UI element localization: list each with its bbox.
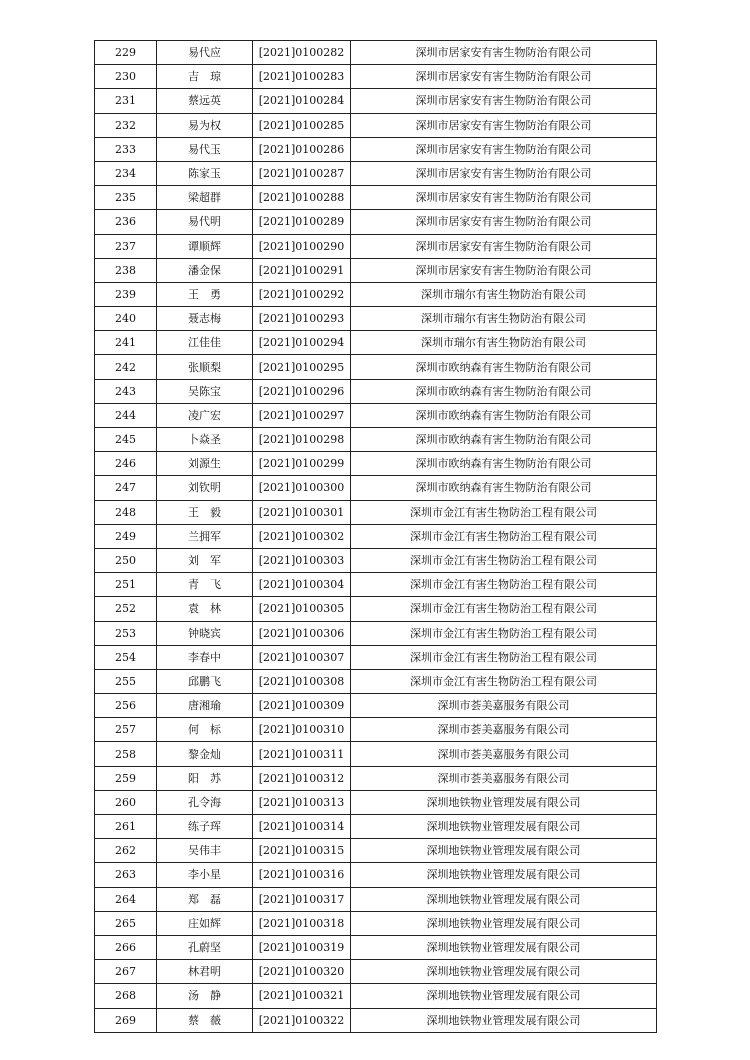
person-name: 梁超群	[157, 186, 253, 210]
person-name: 蔡远英	[157, 89, 253, 113]
row-number: 264	[95, 887, 157, 911]
company-name: 深圳地铁物业管理发展有限公司	[351, 887, 657, 911]
row-number: 256	[95, 694, 157, 718]
person-name: 刘 军	[157, 548, 253, 572]
table-row	[95, 234, 657, 258]
row-number: 260	[95, 790, 157, 814]
company-name: 深圳市金江有害生物防治工程有限公司	[351, 573, 657, 597]
row-number: 257	[95, 718, 157, 742]
table-row	[95, 984, 657, 1008]
row-number: 236	[95, 210, 157, 234]
row-number: 246	[95, 452, 157, 476]
person-name: 练子珲	[157, 815, 253, 839]
table-row	[95, 621, 657, 645]
table-row	[95, 887, 657, 911]
certificate-number: [2021]0100287	[253, 161, 351, 185]
person-name: 江佳佳	[157, 331, 253, 355]
company-name: 深圳市瑞尔有害生物防治有限公司	[351, 282, 657, 306]
person-name: 何 标	[157, 718, 253, 742]
person-name: 凌广宏	[157, 403, 253, 427]
row-number: 258	[95, 742, 157, 766]
certificate-number: [2021]0100320	[253, 960, 351, 984]
row-number: 253	[95, 621, 157, 645]
table-row	[95, 839, 657, 863]
person-name: 王 毅	[157, 500, 253, 524]
company-name: 深圳地铁物业管理发展有限公司	[351, 1008, 657, 1032]
company-name: 深圳市居家安有害生物防治有限公司	[351, 161, 657, 185]
table-row	[95, 718, 657, 742]
company-name: 深圳地铁物业管理发展有限公司	[351, 960, 657, 984]
company-name: 深圳市金江有害生物防治工程有限公司	[351, 669, 657, 693]
table-row	[95, 911, 657, 935]
person-name: 钟晓宾	[157, 621, 253, 645]
table-row	[95, 282, 657, 306]
person-name: 汤 静	[157, 984, 253, 1008]
row-number: 241	[95, 331, 157, 355]
certificate-number: [2021]0100283	[253, 65, 351, 89]
person-name: 卜焱圣	[157, 428, 253, 452]
company-name: 深圳市居家安有害生物防治有限公司	[351, 137, 657, 161]
certificate-number: [2021]0100285	[253, 113, 351, 137]
table-row	[95, 694, 657, 718]
table-row	[95, 573, 657, 597]
certificate-number: [2021]0100288	[253, 186, 351, 210]
table-row	[95, 379, 657, 403]
row-number: 259	[95, 766, 157, 790]
company-name: 深圳市荟美嘉服务有限公司	[351, 742, 657, 766]
certificate-number: [2021]0100308	[253, 669, 351, 693]
person-name: 黎金灿	[157, 742, 253, 766]
certificate-number: [2021]0100293	[253, 307, 351, 331]
certificate-number: [2021]0100289	[253, 210, 351, 234]
person-name: 易代明	[157, 210, 253, 234]
row-number: 249	[95, 524, 157, 548]
table-row	[95, 645, 657, 669]
row-number: 251	[95, 573, 157, 597]
company-name: 深圳地铁物业管理发展有限公司	[351, 911, 657, 935]
table-row	[95, 815, 657, 839]
company-name: 深圳地铁物业管理发展有限公司	[351, 984, 657, 1008]
table-row	[95, 960, 657, 984]
table-row	[95, 65, 657, 89]
certificate-number: [2021]0100315	[253, 839, 351, 863]
certificate-number: [2021]0100321	[253, 984, 351, 1008]
table-row	[95, 476, 657, 500]
table-row	[95, 766, 657, 790]
company-name: 深圳地铁物业管理发展有限公司	[351, 863, 657, 887]
table-row	[95, 1008, 657, 1032]
company-name: 深圳市荟美嘉服务有限公司	[351, 694, 657, 718]
certificate-number: [2021]0100314	[253, 815, 351, 839]
row-number: 266	[95, 935, 157, 959]
row-number: 244	[95, 403, 157, 427]
company-name: 深圳市居家安有害生物防治有限公司	[351, 210, 657, 234]
table-row	[95, 331, 657, 355]
person-name: 陈家玉	[157, 161, 253, 185]
company-name: 深圳市金江有害生物防治工程有限公司	[351, 597, 657, 621]
person-name: 孔蔚坚	[157, 935, 253, 959]
person-name: 阳 苏	[157, 766, 253, 790]
table-row	[95, 500, 657, 524]
certificate-number: [2021]0100291	[253, 258, 351, 282]
company-name: 深圳市居家安有害生物防治有限公司	[351, 234, 657, 258]
certificate-number: [2021]0100295	[253, 355, 351, 379]
row-number: 235	[95, 186, 157, 210]
company-name: 深圳市居家安有害生物防治有限公司	[351, 41, 657, 65]
certificate-number: [2021]0100318	[253, 911, 351, 935]
row-number: 240	[95, 307, 157, 331]
company-name: 深圳市欧纳森有害生物防治有限公司	[351, 476, 657, 500]
table-row	[95, 355, 657, 379]
company-name: 深圳市欧纳森有害生物防治有限公司	[351, 379, 657, 403]
table-row	[95, 41, 657, 65]
company-name: 深圳市居家安有害生物防治有限公司	[351, 89, 657, 113]
person-name: 刘源生	[157, 452, 253, 476]
certificate-number: [2021]0100292	[253, 282, 351, 306]
row-number: 243	[95, 379, 157, 403]
company-name: 深圳市欧纳森有害生物防治有限公司	[351, 452, 657, 476]
row-number: 268	[95, 984, 157, 1008]
company-name: 深圳地铁物业管理发展有限公司	[351, 790, 657, 814]
row-number: 263	[95, 863, 157, 887]
company-name: 深圳地铁物业管理发展有限公司	[351, 815, 657, 839]
certificate-number: [2021]0100312	[253, 766, 351, 790]
table-row	[95, 452, 657, 476]
row-number: 245	[95, 428, 157, 452]
certificate-number: [2021]0100300	[253, 476, 351, 500]
row-number: 238	[95, 258, 157, 282]
company-name: 深圳市金江有害生物防治工程有限公司	[351, 524, 657, 548]
person-name: 吉 琼	[157, 65, 253, 89]
table-row	[95, 790, 657, 814]
row-number: 239	[95, 282, 157, 306]
certificate-number: [2021]0100310	[253, 718, 351, 742]
company-name: 深圳市金江有害生物防治工程有限公司	[351, 621, 657, 645]
person-name: 聂志梅	[157, 307, 253, 331]
row-number: 230	[95, 65, 157, 89]
row-number: 254	[95, 645, 157, 669]
company-name: 深圳市欧纳森有害生物防治有限公司	[351, 428, 657, 452]
person-name: 谭顺辉	[157, 234, 253, 258]
table-row	[95, 524, 657, 548]
table-row	[95, 186, 657, 210]
row-number: 233	[95, 137, 157, 161]
company-name: 深圳市居家安有害生物防治有限公司	[351, 65, 657, 89]
person-name: 唐湘瑜	[157, 694, 253, 718]
certificate-number: [2021]0100301	[253, 500, 351, 524]
certificate-number: [2021]0100294	[253, 331, 351, 355]
person-name: 刘钦明	[157, 476, 253, 500]
table-row	[95, 597, 657, 621]
person-name: 李春中	[157, 645, 253, 669]
company-name: 深圳市荟美嘉服务有限公司	[351, 766, 657, 790]
certificate-number: [2021]0100307	[253, 645, 351, 669]
certificate-number: [2021]0100303	[253, 548, 351, 572]
certificate-number: [2021]0100304	[253, 573, 351, 597]
row-number: 262	[95, 839, 157, 863]
table-row	[95, 161, 657, 185]
table-row	[95, 742, 657, 766]
certificate-number: [2021]0100322	[253, 1008, 351, 1032]
table-row	[95, 210, 657, 234]
row-number: 252	[95, 597, 157, 621]
person-name: 李小星	[157, 863, 253, 887]
person-name: 吴伟丰	[157, 839, 253, 863]
table-row	[95, 137, 657, 161]
person-name: 潘金保	[157, 258, 253, 282]
table-row	[95, 548, 657, 572]
certificate-number: [2021]0100282	[253, 41, 351, 65]
certificate-number: [2021]0100311	[253, 742, 351, 766]
company-name: 深圳市金江有害生物防治工程有限公司	[351, 645, 657, 669]
certificate-number: [2021]0100297	[253, 403, 351, 427]
table-row	[95, 863, 657, 887]
row-number: 265	[95, 911, 157, 935]
certificate-number: [2021]0100305	[253, 597, 351, 621]
table-row	[95, 89, 657, 113]
person-name: 邱鹏飞	[157, 669, 253, 693]
certificate-number: [2021]0100290	[253, 234, 351, 258]
row-number: 250	[95, 548, 157, 572]
row-number: 247	[95, 476, 157, 500]
person-name: 王 勇	[157, 282, 253, 306]
person-name: 孔令海	[157, 790, 253, 814]
row-number: 229	[95, 41, 157, 65]
roster-table	[94, 40, 657, 1033]
person-name: 林君明	[157, 960, 253, 984]
company-name: 深圳市居家安有害生物防治有限公司	[351, 186, 657, 210]
certificate-number: [2021]0100296	[253, 379, 351, 403]
company-name: 深圳地铁物业管理发展有限公司	[351, 839, 657, 863]
table-row	[95, 428, 657, 452]
certificate-number: [2021]0100284	[253, 89, 351, 113]
person-name: 兰拥军	[157, 524, 253, 548]
company-name: 深圳地铁物业管理发展有限公司	[351, 935, 657, 959]
company-name: 深圳市瑞尔有害生物防治有限公司	[351, 331, 657, 355]
table-row	[95, 113, 657, 137]
person-name: 青 飞	[157, 573, 253, 597]
table-row	[95, 669, 657, 693]
company-name: 深圳市瑞尔有害生物防治有限公司	[351, 307, 657, 331]
certificate-number: [2021]0100306	[253, 621, 351, 645]
certificate-number: [2021]0100317	[253, 887, 351, 911]
person-name: 袁 林	[157, 597, 253, 621]
row-number: 269	[95, 1008, 157, 1032]
company-name: 深圳市居家安有害生物防治有限公司	[351, 113, 657, 137]
certificate-number: [2021]0100309	[253, 694, 351, 718]
company-name: 深圳市金江有害生物防治工程有限公司	[351, 500, 657, 524]
person-name: 易代玉	[157, 137, 253, 161]
row-number: 231	[95, 89, 157, 113]
table-row	[95, 307, 657, 331]
certificate-number: [2021]0100313	[253, 790, 351, 814]
certificate-number: [2021]0100299	[253, 452, 351, 476]
row-number: 242	[95, 355, 157, 379]
company-name: 深圳市居家安有害生物防治有限公司	[351, 258, 657, 282]
roster-body	[95, 41, 657, 1033]
row-number: 255	[95, 669, 157, 693]
company-name: 深圳市欧纳森有害生物防治有限公司	[351, 355, 657, 379]
table-row	[95, 258, 657, 282]
person-name: 吴陈宝	[157, 379, 253, 403]
company-name: 深圳市荟美嘉服务有限公司	[351, 718, 657, 742]
row-number: 267	[95, 960, 157, 984]
row-number: 232	[95, 113, 157, 137]
certificate-number: [2021]0100316	[253, 863, 351, 887]
table-row	[95, 935, 657, 959]
certificate-number: [2021]0100298	[253, 428, 351, 452]
company-name: 深圳市欧纳森有害生物防治有限公司	[351, 403, 657, 427]
certificate-number: [2021]0100319	[253, 935, 351, 959]
certificate-number: [2021]0100286	[253, 137, 351, 161]
row-number: 234	[95, 161, 157, 185]
person-name: 郑 磊	[157, 887, 253, 911]
row-number: 261	[95, 815, 157, 839]
person-name: 易为权	[157, 113, 253, 137]
row-number: 237	[95, 234, 157, 258]
person-name: 庄如辉	[157, 911, 253, 935]
person-name: 张顺梨	[157, 355, 253, 379]
person-name: 易代应	[157, 41, 253, 65]
table-row	[95, 403, 657, 427]
person-name: 蔡 薇	[157, 1008, 253, 1032]
row-number: 248	[95, 500, 157, 524]
certificate-number: [2021]0100302	[253, 524, 351, 548]
company-name: 深圳市金江有害生物防治工程有限公司	[351, 548, 657, 572]
